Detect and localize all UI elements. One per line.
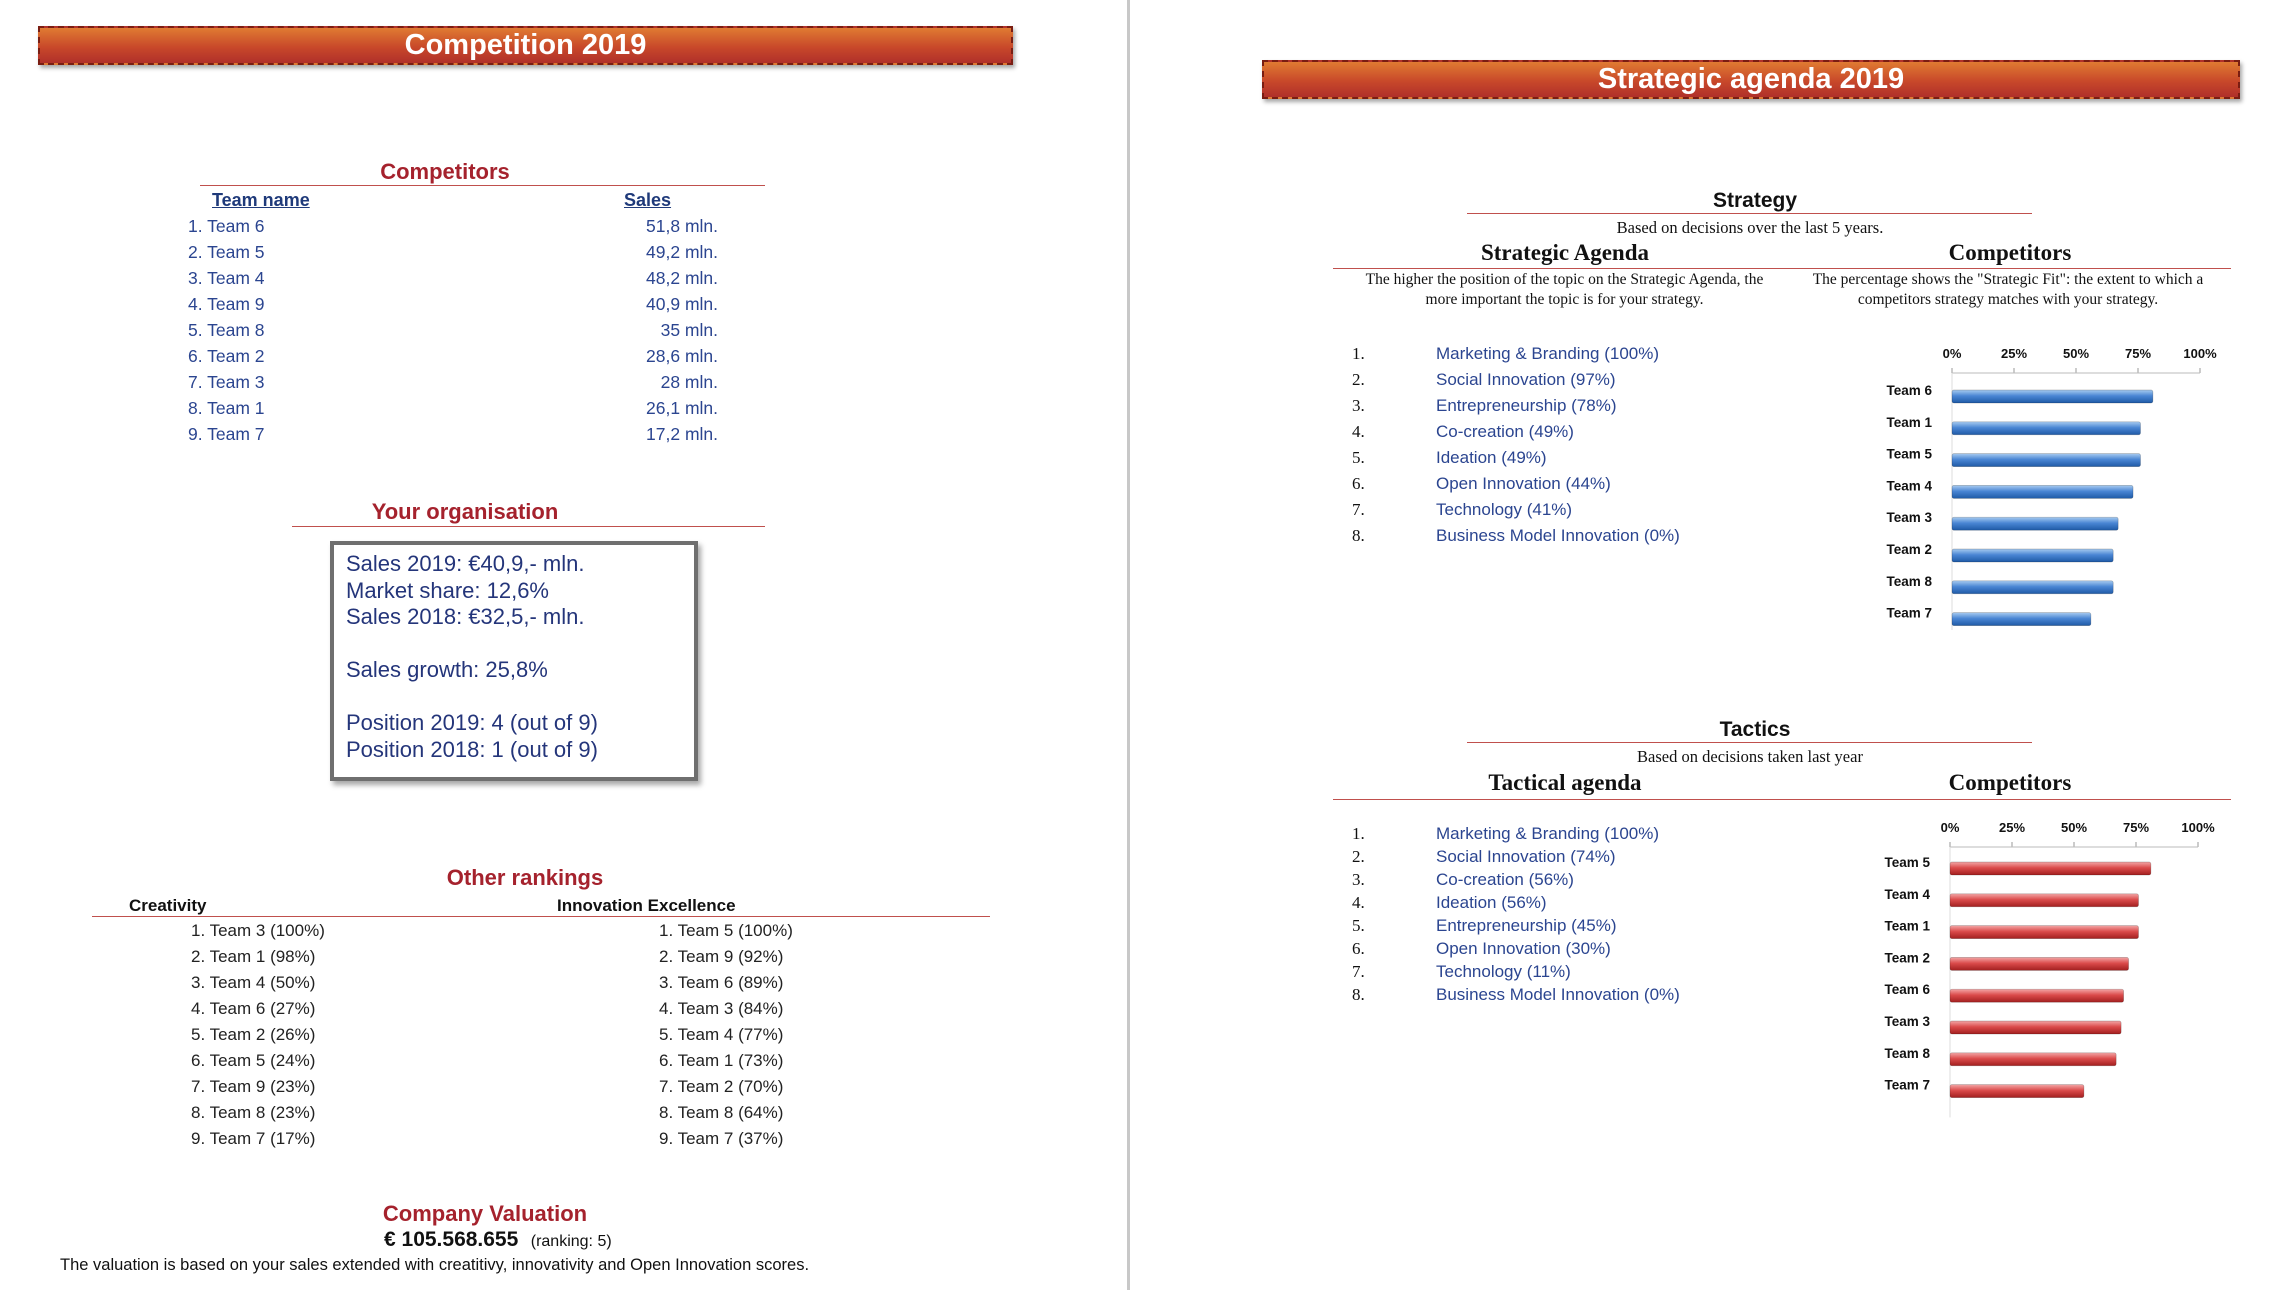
competitor-row	[188, 265, 718, 291]
agenda-number: 6.	[1352, 939, 1365, 958]
innovation-rank-item: 8. Team 8 (64%)	[659, 1103, 784, 1122]
organisation-rule	[292, 526, 765, 527]
sales-header: Sales	[624, 190, 672, 210]
strategy-competitors-description: The percentage shows the "Strategic Fit": the extent to which a competitors strategy matches with your strategy.	[1812, 271, 2204, 308]
chart-tick-label: 75%	[2122, 820, 2150, 835]
innovation-rank-item: 6. Team 1 (73%)	[659, 1051, 784, 1070]
chart-category-label: Team 1	[1884, 918, 1930, 934]
creativity-rank-item: 3. Team 4 (50%)	[191, 973, 316, 992]
competitor-sales: 26,1 mln.	[646, 398, 718, 418]
agenda-number: 4.	[1352, 893, 1365, 912]
agenda-item: Open Innovation (44%)	[1436, 474, 1611, 493]
chart-tick-label: 75%	[2124, 346, 2152, 361]
chart-bar	[1952, 549, 2113, 562]
competitor-row	[188, 213, 718, 239]
agenda-number: 5.	[1352, 916, 1365, 935]
chart-bar	[1950, 1021, 2121, 1034]
creativity-header: Creativity	[129, 896, 207, 915]
chart-category-label: Team 2	[1884, 950, 1930, 966]
tactics-agenda-list	[1436, 822, 1680, 1006]
agenda-item: Ideation (56%)	[1436, 893, 1547, 912]
chart-category-label: Team 7	[1884, 1077, 1930, 1093]
chart-bar	[1952, 581, 2113, 594]
competitor-sales: 51,8 mln.	[646, 216, 718, 236]
competitor-sales: 49,2 mln.	[646, 242, 718, 262]
tactics-title: Tactics	[1719, 718, 1791, 741]
competitor-team: 4. Team 9	[188, 294, 265, 314]
chart-category-label: Team 4	[1884, 886, 1930, 902]
tactics-agenda-numbers	[1352, 822, 1365, 1006]
chart-bar	[1950, 1053, 2116, 1066]
valuation-amount: € 105.568.655	[384, 1228, 519, 1251]
org-line: Sales 2019: €40,9,- mln.	[346, 551, 585, 576]
competition-banner: Competition 2019	[38, 26, 1013, 65]
chart-tick-label: 50%	[2062, 346, 2090, 361]
innovation-rank-item: 7. Team 2 (70%)	[659, 1077, 784, 1096]
chart-category-label: Team 5	[1884, 855, 1930, 870]
strategy-rule	[1467, 213, 2032, 214]
agenda-item: Technology (11%)	[1436, 962, 1571, 981]
competitor-team: 1. Team 6	[188, 216, 265, 236]
creativity-list	[191, 918, 325, 1152]
chart-category-label: Team 5	[1886, 446, 1932, 462]
org-line: Sales growth: 25,8%	[346, 657, 548, 682]
agenda-item: Co-creation (56%)	[1436, 870, 1574, 889]
valuation-note: The valuation is based on your sales extended with creatitivy, innovativity and Open Innovation scores.	[60, 1256, 810, 1274]
org-line: Position 2019: 4 (out of 9)	[346, 710, 598, 735]
org-line	[346, 684, 682, 711]
creativity-rank-item: 4. Team 6 (27%)	[191, 999, 316, 1018]
strategy-agenda-numbers	[1352, 341, 1365, 549]
chart-tick-label: 50%	[2060, 820, 2088, 835]
tactics-subtitle: Based on decisions taken last year	[1637, 747, 1863, 766]
competitors-title: Competitors	[380, 159, 510, 184]
creativity-rank-item: 8. Team 8 (23%)	[191, 1103, 316, 1122]
chart-bar	[1952, 613, 2091, 626]
chart-tick-label: 0%	[1940, 820, 1960, 835]
org-line: Position 2018: 1 (out of 9)	[346, 736, 598, 762]
agenda-number: 8.	[1352, 526, 1365, 545]
creativity-rank-item: 6. Team 5 (24%)	[191, 1051, 316, 1070]
chart-bar	[1950, 862, 2151, 875]
chart-bar	[1950, 894, 2138, 907]
org-line	[346, 631, 682, 658]
agenda-item: Business Model Innovation (0%)	[1436, 526, 1680, 545]
innovation-rank-item: 9. Team 7 (37%)	[659, 1129, 784, 1148]
competitors-table	[188, 213, 718, 447]
org-line: Sales 2018: €32,5,- mln.	[346, 604, 585, 629]
strategic-agenda-description: The higher the position of the topic on the Strategic Agenda, the more important the topic is for your strategy.	[1365, 271, 1764, 308]
agenda-item: Marketing & Branding (100%)	[1436, 824, 1660, 843]
strategy-competitors-header: Competitors	[1948, 240, 2072, 265]
tactics-rule	[1467, 742, 2032, 743]
chart-category-label: Team 8	[1884, 1045, 1930, 1061]
competitor-sales: 35 mln.	[660, 320, 718, 340]
chart-bar	[1952, 485, 2133, 498]
agenda-item: Social Innovation (74%)	[1436, 847, 1616, 866]
agenda-item: Marketing & Branding (100%)	[1436, 344, 1660, 363]
chart-bar	[1952, 390, 2153, 403]
agenda-number: 3.	[1352, 870, 1365, 889]
competitor-row	[188, 343, 718, 369]
competitors-rule	[200, 185, 765, 186]
other-rankings-title: Other rankings	[446, 865, 604, 890]
innovation-rank-item: 3. Team 6 (89%)	[659, 973, 784, 992]
chart-tick-label: 100%	[2181, 820, 2215, 835]
rankings-rule	[92, 916, 990, 917]
strategy-agenda-list	[1436, 341, 1680, 549]
competitor-sales: 48,2 mln.	[646, 268, 718, 288]
valuation-title: Company Valuation	[382, 1201, 588, 1226]
tactics-fit-chart	[1858, 814, 2230, 1134]
agenda-number: 3.	[1352, 396, 1365, 415]
competitor-team: 7. Team 3	[188, 372, 265, 392]
strategy-fit-chart	[1860, 340, 2230, 630]
agenda-item: Co-creation (49%)	[1436, 422, 1574, 441]
agenda-item: Entrepreneurship (78%)	[1436, 396, 1617, 415]
competitor-row	[188, 317, 718, 343]
strategic-agenda-banner: Strategic agenda 2019	[1262, 60, 2240, 99]
organisation-title: Your organisation	[371, 499, 559, 524]
competitor-sales: 40,9 mln.	[646, 294, 718, 314]
strategy-agenda-rule	[1333, 268, 2231, 269]
creativity-rank-item: 5. Team 2 (26%)	[191, 1025, 316, 1044]
creativity-rank-item: 7. Team 9 (23%)	[191, 1077, 316, 1096]
agenda-number: 1.	[1352, 344, 1365, 363]
chart-category-label: Team 3	[1886, 510, 1932, 526]
innovation-rank-item: 2. Team 9 (92%)	[659, 947, 784, 966]
chart-category-label: Team 6	[1884, 982, 1930, 998]
chart-bar	[1950, 1085, 2084, 1098]
innovation-rank-item: 5. Team 4 (77%)	[659, 1025, 784, 1044]
creativity-rank-item: 1. Team 3 (100%)	[191, 921, 325, 940]
strategy-title: Strategy	[1712, 189, 1798, 212]
chart-tick-label: 0%	[1942, 346, 1962, 361]
creativity-rank-item: 2. Team 1 (98%)	[191, 947, 316, 966]
chart-category-label: Team 4	[1886, 478, 1932, 494]
chart-bar	[1950, 989, 2124, 1002]
valuation-ranking: (ranking: 5)	[530, 1233, 612, 1250]
competitor-team: 5. Team 8	[188, 320, 265, 340]
tactics-agenda-rule	[1333, 799, 2231, 800]
chart-tick-label: 25%	[2000, 346, 2028, 361]
agenda-number: 4.	[1352, 422, 1365, 441]
page-divider	[1127, 0, 1130, 1290]
org-line: Market share: 12,6%	[346, 577, 549, 603]
competitor-row	[188, 291, 718, 317]
innovation-rank-item: 1. Team 5 (100%)	[659, 921, 793, 940]
competitor-sales: 17,2 mln.	[646, 424, 718, 444]
agenda-item: Business Model Innovation (0%)	[1436, 985, 1680, 1004]
competitor-team: 8. Team 1	[188, 398, 265, 418]
agenda-item: Social Innovation (97%)	[1436, 370, 1616, 389]
agenda-item: Open Innovation (30%)	[1436, 939, 1611, 958]
chart-tick-label: 100%	[2183, 346, 2217, 361]
competitor-sales: 28 mln.	[660, 372, 718, 392]
agenda-number: 2.	[1352, 847, 1365, 866]
competitor-sales: 28,6 mln.	[646, 346, 718, 366]
strategic-agenda-header: Strategic Agenda	[1480, 240, 1649, 265]
chart-tick-label: 25%	[1998, 820, 2026, 835]
tactical-agenda-header: Tactical agenda	[1488, 770, 1642, 795]
chart-category-label: Team 2	[1886, 542, 1932, 557]
tactics-competitors-header: Competitors	[1948, 770, 2072, 795]
competitor-team: 9. Team 7	[188, 424, 265, 444]
innovation-rank-item: 4. Team 3 (84%)	[659, 999, 784, 1018]
creativity-rank-item: 9. Team 7 (17%)	[191, 1129, 316, 1148]
agenda-number: 7.	[1352, 500, 1365, 519]
competitor-team: 6. Team 2	[188, 346, 265, 366]
agenda-item: Ideation (49%)	[1436, 448, 1547, 467]
competitor-row	[188, 421, 718, 447]
chart-bar	[1952, 422, 2140, 435]
chart-bar	[1952, 517, 2118, 530]
agenda-number: 1.	[1352, 824, 1365, 843]
competitor-row	[188, 369, 718, 395]
chart-bar	[1950, 926, 2138, 939]
chart-category-label: Team 1	[1886, 414, 1932, 430]
agenda-number: 6.	[1352, 474, 1365, 493]
agenda-item: Entrepreneurship (45%)	[1436, 916, 1617, 935]
chart-bar	[1950, 957, 2129, 970]
agenda-number: 8.	[1352, 985, 1365, 1004]
chart-category-label: Team 7	[1886, 605, 1932, 621]
agenda-number: 7.	[1352, 962, 1365, 981]
agenda-number: 2.	[1352, 370, 1365, 389]
chart-category-label: Team 3	[1884, 1014, 1930, 1029]
innovation-header: Innovation Excellence	[557, 896, 736, 915]
organisation-summary-box	[330, 541, 698, 781]
chart-bar	[1952, 454, 2140, 467]
innovation-list	[659, 918, 793, 1152]
chart-category-label: Team 8	[1886, 573, 1932, 589]
chart-category-label: Team 6	[1886, 383, 1932, 398]
competitor-row	[188, 239, 718, 265]
agenda-item: Technology (41%)	[1436, 500, 1573, 519]
competitor-row	[188, 395, 718, 421]
competitor-team: 2. Team 5	[188, 242, 265, 262]
competitor-team: 3. Team 4	[188, 268, 265, 288]
team-name-header: Team name	[212, 190, 310, 210]
agenda-number: 5.	[1352, 448, 1365, 467]
strategy-subtitle: Based on decisions over the last 5 years.	[1616, 218, 1884, 237]
valuation-line	[384, 1228, 612, 1252]
